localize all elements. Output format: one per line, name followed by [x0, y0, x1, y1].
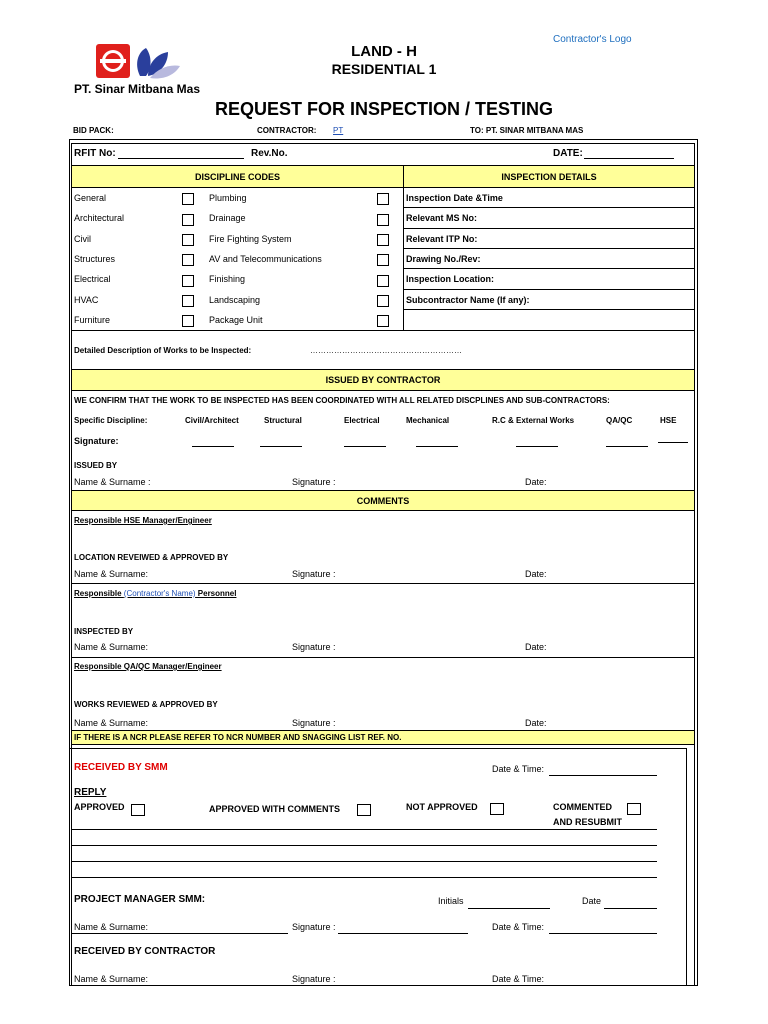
inspection-details-header: INSPECTION DETAILS	[501, 172, 597, 182]
inspection-field-label: Inspection Date &Time	[406, 193, 503, 203]
description-field[interactable]: …………………………………………………	[310, 346, 462, 355]
inspection-field-label: Drawing No./Rev:	[406, 254, 481, 264]
specific-discipline-item: Civil/Architect	[185, 416, 239, 425]
name-surname-label: Name & Surname:	[74, 569, 149, 579]
specific-discipline-item: Structural	[264, 416, 302, 425]
discipline-item: Structures	[74, 254, 116, 264]
signature-field-electrical[interactable]	[344, 446, 386, 447]
specific-discipline-item: QA/QC	[606, 416, 633, 425]
rfit-number-field[interactable]	[118, 158, 244, 159]
date-label: Date:	[525, 718, 547, 728]
rev-number-label: Rev.No.	[251, 148, 288, 159]
specific-discipline-item: HSE	[660, 416, 677, 425]
checkbox-furniture[interactable]	[182, 315, 194, 327]
checkbox-finishing[interactable]	[377, 275, 389, 287]
form-title: REQUEST FOR INSPECTION / TESTING	[214, 99, 554, 119]
checkbox-general[interactable]	[182, 193, 194, 205]
works-approved-label: WORKS REVIEWED & APPROVED BY	[74, 700, 218, 709]
signature-field-mechanical[interactable]	[416, 446, 458, 447]
discipline-item: Package Unit	[209, 315, 263, 325]
project-subtitle: RESIDENTIAL 1	[331, 61, 437, 77]
date-time-field[interactable]	[549, 775, 657, 776]
approved-label: APPROVED	[74, 802, 125, 812]
comment-line[interactable]	[72, 845, 657, 846]
signature-label: Signature :	[292, 642, 336, 652]
checkbox-drainage[interactable]	[377, 214, 389, 226]
contractor-personnel-label	[74, 589, 236, 598]
checkbox-landscaping[interactable]	[377, 295, 389, 307]
discipline-item: Plumbing	[209, 193, 247, 203]
checkbox-approved-with-comments[interactable]	[357, 804, 371, 816]
contractor-name-link[interactable]: (Contractor's Name)	[123, 589, 196, 598]
date-label: Date:	[525, 477, 547, 487]
not-approved-label: NOT APPROVED	[406, 802, 478, 812]
checkbox-hvac[interactable]	[182, 295, 194, 307]
discipline-item: Landscaping	[209, 295, 261, 305]
checkbox-av-telecom[interactable]	[377, 254, 389, 266]
received-by-contractor-label: RECEIVED BY CONTRACTOR	[74, 946, 216, 957]
checkbox-civil[interactable]	[182, 234, 194, 246]
checkbox-commented-resubmit[interactable]	[627, 803, 641, 815]
bid-pack-label: BID PACK:	[73, 126, 114, 135]
signature-field[interactable]	[338, 933, 468, 934]
date-field[interactable]	[584, 158, 674, 159]
comment-line[interactable]	[72, 829, 657, 830]
contractor-link[interactable]: PT	[333, 126, 344, 135]
confirmation-statement: WE CONFIRM THAT THE WORK TO BE INSPECTED HAS BEEN COORDINATED WITH ALL RELATED DISCPLINES AND SUB-CONTRACTORS:	[74, 396, 610, 405]
name-surname-label: Name & Surname:	[74, 642, 149, 652]
inspection-field-label: Inspection Location:	[406, 274, 495, 284]
date-label: Date	[582, 896, 602, 906]
inspection-field-label: Relevant MS No:	[406, 213, 478, 223]
signature-label: Signature :	[292, 569, 336, 579]
checkbox-structures[interactable]	[182, 254, 194, 266]
name-surname-label: Name & Surname:	[74, 922, 149, 932]
commented-label: COMMENTED	[553, 802, 612, 812]
discipline-item: HVAC	[74, 295, 99, 305]
signature-field-structural[interactable]	[260, 446, 302, 447]
approved-with-comments-label: APPROVED WITH COMMENTS	[209, 804, 341, 814]
specific-discipline-item: Mechanical	[406, 416, 450, 425]
date-label: Date:	[525, 569, 547, 579]
signature-field-qaqc[interactable]	[606, 446, 648, 447]
name-surname-field[interactable]	[72, 933, 288, 934]
location-approved-label: LOCATION REVEIWED & APPROVED BY	[74, 553, 229, 562]
project-manager-label: PROJECT MANAGER SMM:	[74, 894, 206, 905]
discipline-item: Finishing	[209, 274, 246, 284]
date-time-label: Date & Time:	[492, 974, 545, 984]
signature-label: Signature :	[292, 922, 336, 932]
description-label: Detailed Description of Works to be Inspected:	[74, 346, 252, 355]
specific-discipline-item: Electrical	[344, 416, 380, 425]
discipline-item: Furniture	[74, 315, 111, 325]
discipline-codes-header: DISCIPLINE CODES	[194, 172, 280, 182]
signature-field-rc-external[interactable]	[516, 446, 558, 447]
signature-label: Signature :	[292, 477, 336, 487]
ncr-notice: IF THERE IS A NCR PLEASE REFER TO NCR NUMBER AND SNAGGING LIST REF. NO.	[74, 733, 402, 742]
checkbox-fire-fighting[interactable]	[377, 234, 389, 246]
signature-field[interactable]	[338, 985, 468, 986]
to-label: TO: PT. SINAR MITBANA MAS	[470, 126, 584, 135]
personnel-suffix: Personnel	[195, 589, 237, 598]
date-time-label: Date & Time:	[492, 764, 545, 774]
date-label: Date:	[525, 642, 547, 652]
checkbox-package-unit[interactable]	[377, 315, 389, 327]
issued-by-label: ISSUED BY	[74, 461, 118, 470]
name-surname-label: Name & Surname:	[74, 718, 149, 728]
rfit-number-label: RFIT No:	[74, 148, 116, 159]
checkbox-architectural[interactable]	[182, 214, 194, 226]
inspection-field-label: Relevant ITP No:	[406, 234, 478, 244]
company-name: PT. Sinar Mitbana Mas	[74, 82, 201, 96]
discipline-item: Electrical	[74, 274, 111, 284]
reply-label: REPLY	[74, 787, 107, 798]
initials-label: Initials	[438, 896, 464, 906]
comment-line[interactable]	[72, 861, 657, 862]
checkbox-plumbing[interactable]	[377, 193, 389, 205]
discipline-item: Architectural	[74, 213, 125, 223]
comment-line[interactable]	[72, 877, 657, 878]
inspected-by-label: INSPECTED BY	[74, 627, 134, 636]
discipline-item: Civil	[74, 234, 91, 244]
hse-manager-label: Responsible HSE Manager/Engineer	[74, 516, 212, 525]
date-time-field[interactable]	[549, 985, 657, 986]
name-surname-field[interactable]	[72, 985, 288, 986]
checkbox-electrical[interactable]	[182, 275, 194, 287]
responsible-prefix: Responsible	[74, 589, 124, 598]
checkbox-not-approved[interactable]	[490, 803, 504, 815]
inspection-field-label: Subcontractor Name (If any):	[406, 295, 530, 305]
date-time-label: Date & Time:	[492, 922, 545, 932]
discipline-item: General	[74, 193, 107, 203]
signature-label: Signature:	[74, 436, 119, 446]
contractor-label: CONTRACTOR:	[257, 126, 317, 135]
comments-header: COMMENTS	[356, 496, 410, 506]
signature-field-hse[interactable]	[658, 442, 688, 443]
discipline-item: Fire Fighting System	[209, 234, 292, 244]
checkbox-approved[interactable]	[131, 804, 145, 816]
specific-discipline-label: Specific Discipline:	[74, 416, 148, 425]
signature-field-civil[interactable]	[192, 446, 234, 447]
signature-label: Signature :	[292, 718, 336, 728]
initials-field[interactable]	[468, 908, 550, 909]
specific-discipline-item: R.C & External Works	[492, 416, 575, 425]
received-by-smm-label: RECEIVED BY SMM	[74, 762, 168, 773]
date-time-field[interactable]	[549, 933, 657, 934]
signature-label: Signature :	[292, 974, 336, 984]
discipline-item: Drainage	[209, 213, 246, 223]
name-surname-label: Name & Surname :	[74, 477, 151, 487]
qaqc-manager-label: Responsible QA/QC Manager/Engineer	[74, 662, 222, 671]
project-title: LAND - H	[351, 43, 417, 60]
discipline-item: AV and Telecommunications	[209, 254, 322, 264]
contractor-logo-placeholder: Contractor's Logo	[553, 34, 632, 45]
date-field[interactable]	[604, 908, 657, 909]
issued-by-contractor-header: ISSUED BY CONTRACTOR	[325, 375, 441, 385]
name-surname-label: Name & Surname:	[74, 974, 149, 984]
resubmit-label: AND RESUBMIT	[553, 817, 622, 827]
date-label: DATE:	[553, 148, 583, 159]
